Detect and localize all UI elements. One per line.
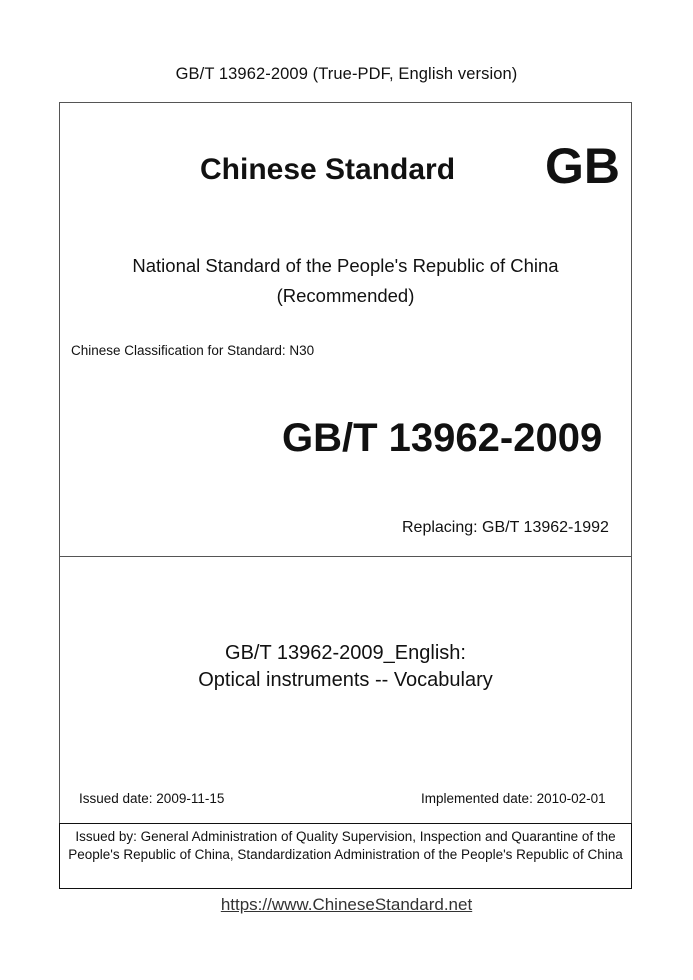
subtitle-line-1: National Standard of the People's Republic of China: [132, 255, 559, 276]
document-title-line-1: GB/T 13962-2009_English:: [225, 642, 466, 664]
page-header-title: GB/T 13962-2009 (True-PDF, English version): [175, 65, 518, 83]
gb-mark: GB: [545, 138, 620, 194]
standard-number: GB/T 13962-2009: [282, 416, 603, 460]
classification-text: Chinese Classification for Standard: N30: [71, 343, 315, 358]
website-link[interactable]: https://www.ChineseStandard.net: [220, 895, 473, 914]
replacing-text: Replacing: GB/T 13962-1992: [402, 519, 609, 536]
cover-heading: Chinese Standard: [200, 153, 456, 186]
document-title: [59, 640, 632, 694]
subtitle-line-2: (Recommended): [276, 285, 415, 306]
issued-by-text: Issued by: General Administration of Quality Supervision, Inspection and Quarantine of the People's Republic of China, Standardization Administration of the People's Republic of China: [68, 829, 623, 862]
issued-date: Issued date: 2009-11-15: [79, 791, 225, 806]
document-title-line-2: Optical instruments -- Vocabulary: [198, 669, 493, 691]
implemented-date: Implemented date: 2010-02-01: [421, 791, 606, 806]
national-standard-subtitle: [59, 251, 632, 311]
